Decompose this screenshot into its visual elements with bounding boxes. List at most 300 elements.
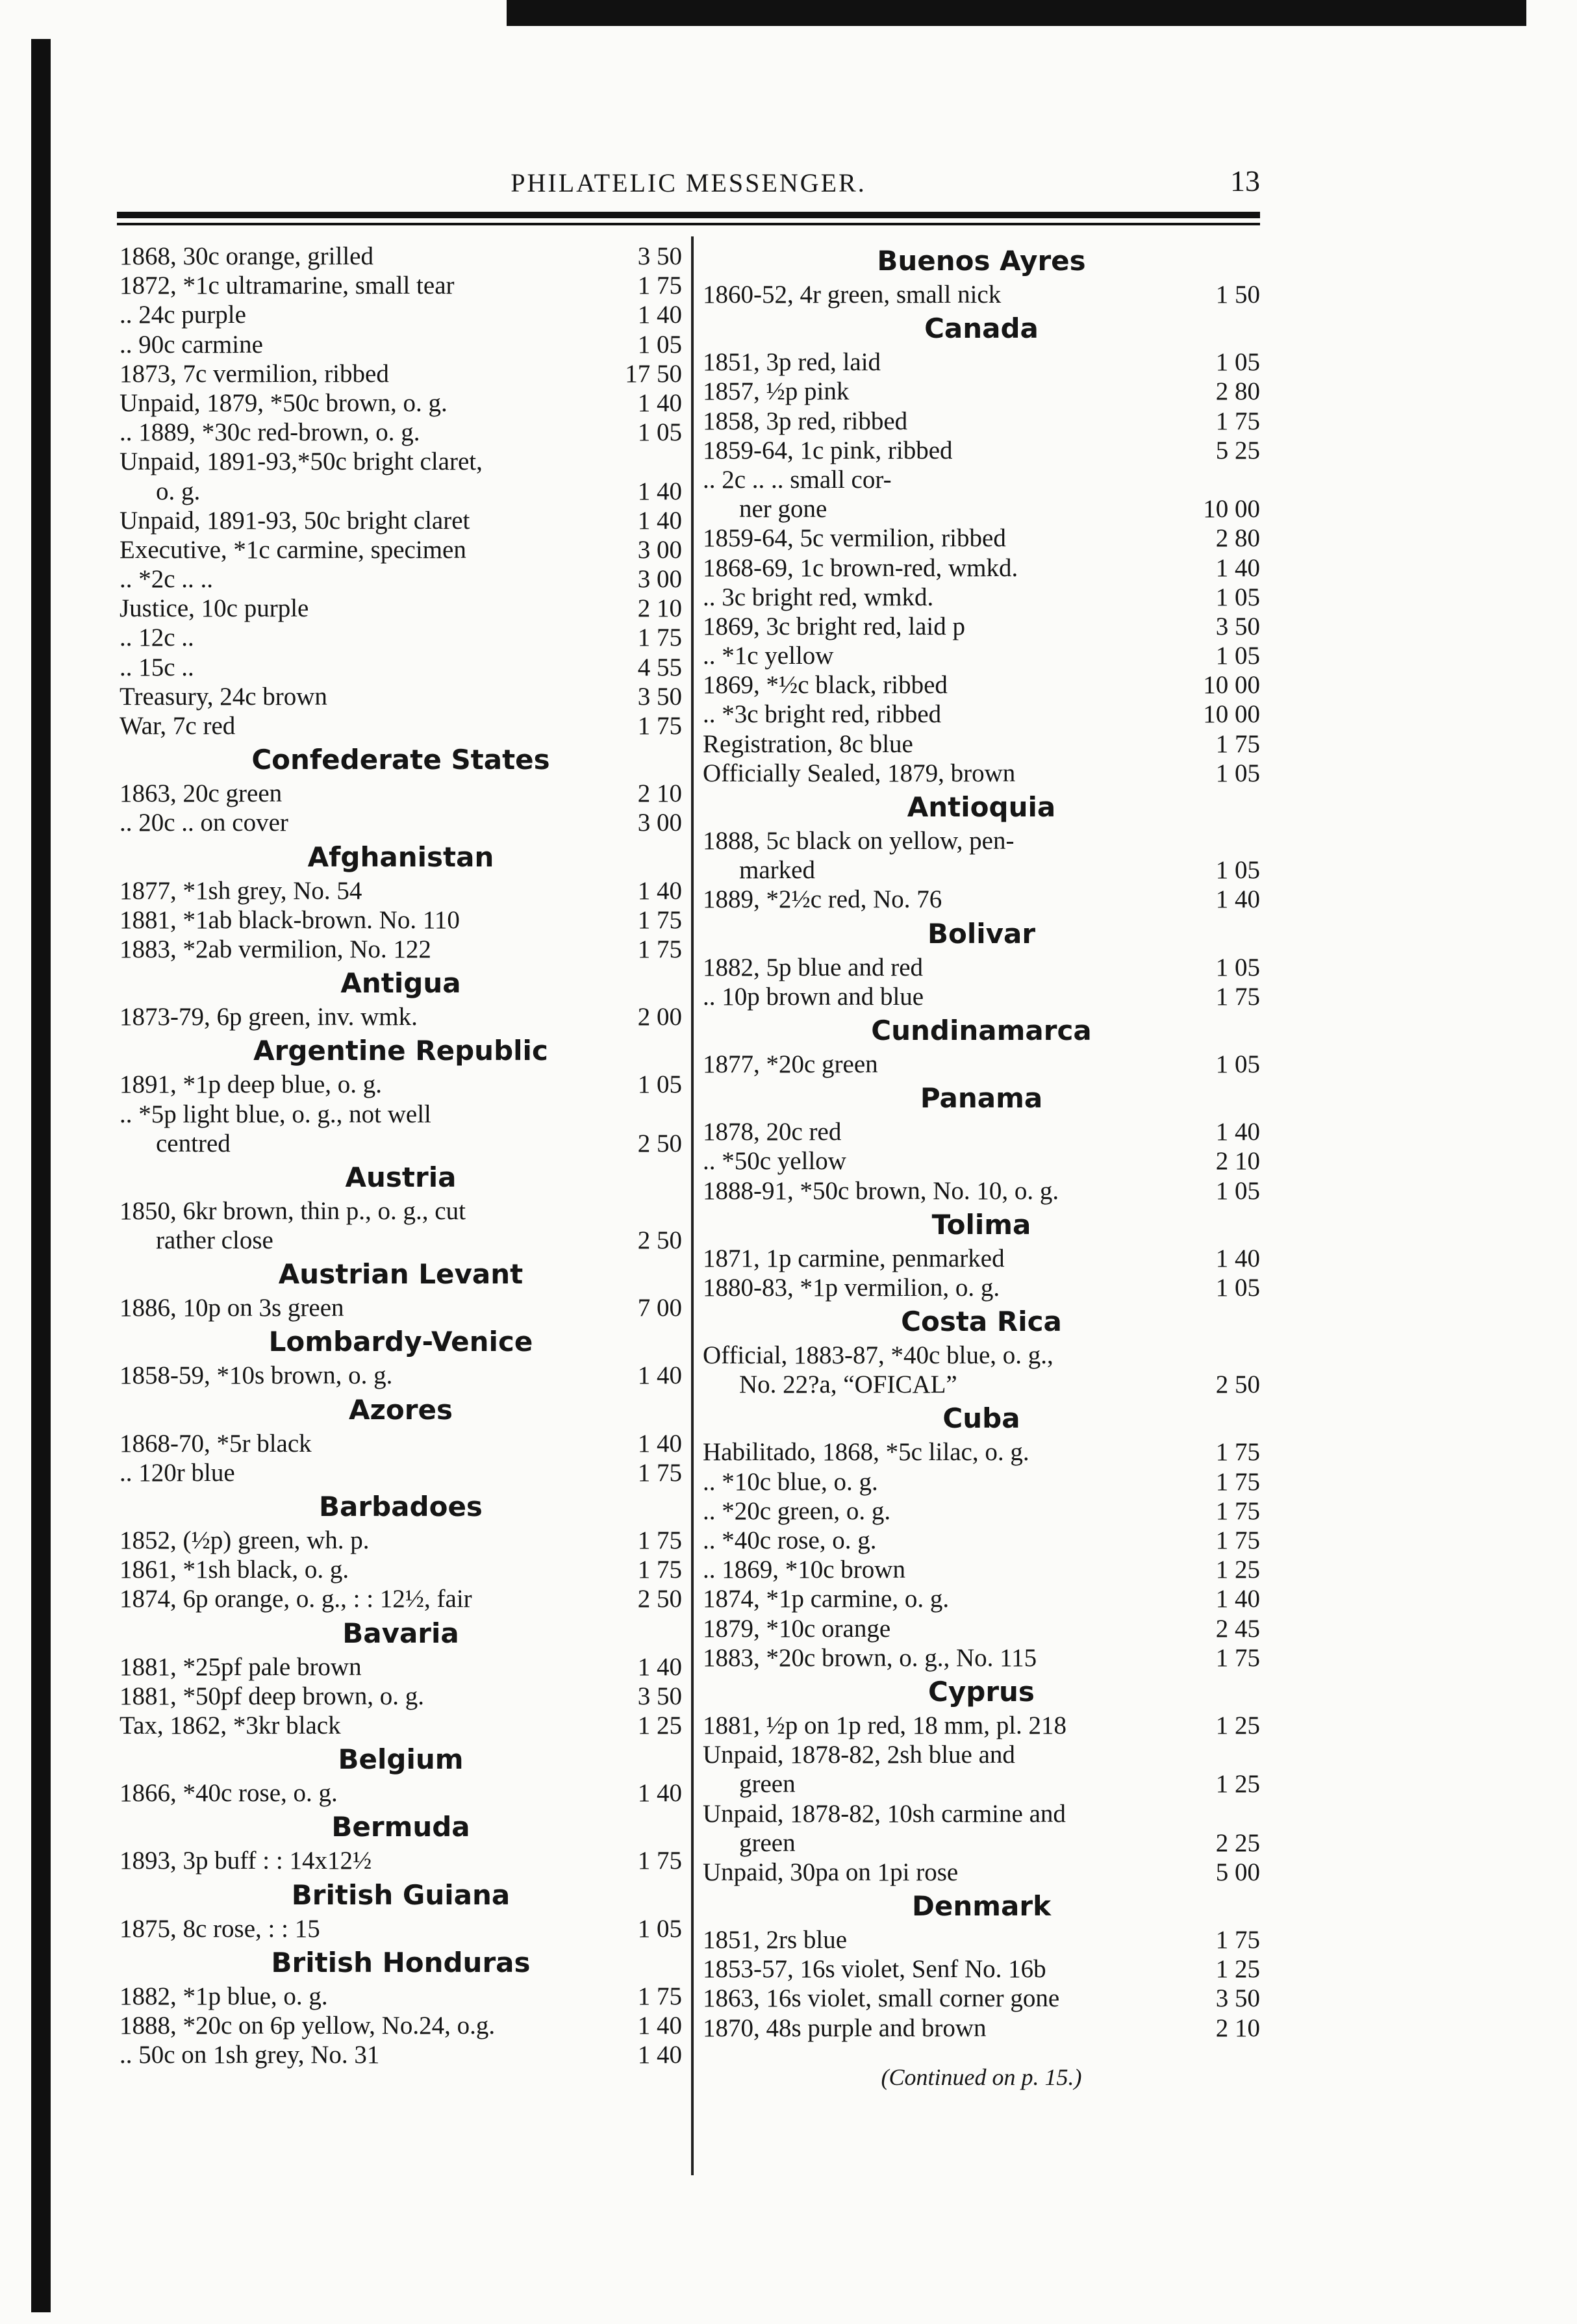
listing-description: rather close xyxy=(156,1226,273,1255)
listing-description: o. g. xyxy=(156,477,201,505)
listing-price: 1 40 xyxy=(1215,1585,1260,1613)
listing-description: .. *1c yellow xyxy=(703,642,834,670)
listing-price: 1 75 xyxy=(637,1847,682,1875)
listing-price: 1 75 xyxy=(637,935,682,963)
listing-description: .. *20c green, o. g. xyxy=(703,1497,891,1525)
section-heading: British Honduras xyxy=(271,1946,531,1978)
listing-description: 1878, 20c red xyxy=(703,1118,842,1146)
listing-row xyxy=(120,935,682,964)
listing-row xyxy=(120,808,682,837)
listing-row xyxy=(703,953,1260,982)
listing-price: 2 00 xyxy=(637,1003,682,1031)
listing-price: 3 00 xyxy=(637,565,682,594)
listing-row xyxy=(703,729,1260,759)
listing-description: 1858-59, *10s brown, o. g. xyxy=(120,1361,393,1390)
listing-price: 1 05 xyxy=(1215,856,1260,885)
listing-description: 1857, ½p pink xyxy=(703,377,850,406)
listing-price: 2 50 xyxy=(637,1226,682,1255)
listing-row xyxy=(120,2011,682,2040)
listing-row xyxy=(703,377,1260,406)
listing-price: 17 50 xyxy=(625,359,682,388)
listing-row xyxy=(120,1458,682,1487)
listing-price: 1 40 xyxy=(637,1361,682,1390)
listing-row xyxy=(703,553,1260,583)
section-heading: Canada xyxy=(924,312,1039,345)
section-heading: Antioquia xyxy=(907,791,1056,823)
listing-price: 1 40 xyxy=(637,301,682,329)
listing-description: Executive, *1c carmine, specimen xyxy=(120,535,466,564)
listing-price: 1 25 xyxy=(637,1711,682,1739)
listing-description: 1877, *1sh grey, No. 54 xyxy=(120,876,362,905)
listing-row xyxy=(703,1497,1260,1526)
listing-price: 1 75 xyxy=(637,905,682,934)
listing-price: 1 05 xyxy=(1215,583,1260,611)
section-heading: Afghanistan xyxy=(307,840,494,873)
listing-price: 1 40 xyxy=(637,1652,682,1681)
listing-row xyxy=(703,1437,1260,1467)
listing-row xyxy=(703,670,1260,700)
listing-row xyxy=(120,506,682,535)
listing-row xyxy=(703,1050,1260,1079)
listing-description: 1883, *2ab vermilion, No. 122 xyxy=(120,935,431,963)
listing-description: 1893, 3p buff : : 14x12½ xyxy=(120,1847,372,1875)
listing-price: 1 05 xyxy=(637,330,682,359)
listing-row xyxy=(703,407,1260,436)
listing-row xyxy=(703,1954,1260,1984)
listing-price: 1 75 xyxy=(637,1526,682,1554)
listing-description: 1873, 7c vermilion, ribbed xyxy=(120,359,389,388)
section-heading: Cundinamarca xyxy=(871,1014,1092,1046)
listing-row xyxy=(703,826,1260,855)
listing-price: 3 50 xyxy=(637,1682,682,1710)
listing-price: 1 05 xyxy=(1215,642,1260,670)
listing-description: .. 90c carmine xyxy=(120,330,263,359)
top-printed-rule xyxy=(507,0,1526,26)
listing-description: 1873-79, 6p green, inv. wmk. xyxy=(120,1003,418,1031)
listing-description: 1881, *1ab black-brown. No. 110 xyxy=(120,905,460,934)
column-divider xyxy=(691,236,694,2175)
listing-description: Unpaid, 1878-82, 10sh carmine and xyxy=(703,1799,1066,1828)
listing-row xyxy=(120,1196,682,1226)
listing-row xyxy=(120,623,682,652)
listing-row xyxy=(703,1858,1260,1887)
continued-note: (Continued on p. 15.) xyxy=(881,2064,1082,2090)
listing-price: 1 05 xyxy=(1215,1273,1260,1302)
listing-row xyxy=(120,1682,682,1711)
listing-price: 4 55 xyxy=(637,653,682,681)
listing-price: 1 40 xyxy=(637,506,682,535)
section-heading: Austrian Levant xyxy=(278,1258,524,1291)
listing-row xyxy=(120,564,682,594)
listing-description: .. 15c .. xyxy=(120,653,194,681)
listing-description: Unpaid, 1879, *50c brown, o. g. xyxy=(120,388,448,417)
listing-row xyxy=(703,465,1260,494)
listing-row xyxy=(703,1925,1260,1954)
listing-price: 2 25 xyxy=(1215,1828,1260,1857)
listing-row xyxy=(120,594,682,623)
listing-description: 1880-83, *1p vermilion, o. g. xyxy=(703,1273,1000,1302)
listing-description: 1874, 6p orange, o. g., : : 12½, fair xyxy=(120,1585,472,1613)
section-heading: Argentine Republic xyxy=(253,1035,548,1067)
listing-row xyxy=(120,1526,682,1555)
listing-row xyxy=(703,759,1260,788)
listing-price: 10 00 xyxy=(1203,700,1260,729)
section-heading: Barbadoes xyxy=(319,1491,483,1522)
listing-price: 1 40 xyxy=(1215,1244,1260,1272)
listing-row xyxy=(120,359,682,388)
page-number: 13 xyxy=(1230,164,1260,197)
listing-price: 1 05 xyxy=(637,1914,682,1943)
listing-price: 1 75 xyxy=(1215,1643,1260,1672)
listing-row xyxy=(703,2014,1260,2043)
listing-price: 3 50 xyxy=(637,682,682,711)
listing-description: marked xyxy=(739,856,815,885)
listing-price: 2 10 xyxy=(637,779,682,808)
listing-price: 2 10 xyxy=(1215,1147,1260,1176)
listing-description: centred xyxy=(156,1129,231,1157)
listing-description: .. *40c rose, o. g. xyxy=(703,1526,877,1554)
listing-row xyxy=(120,1778,682,1808)
left-column xyxy=(120,242,682,2069)
listing-price: 3 00 xyxy=(637,535,682,564)
listing-description: Tax, 1862, *3kr black xyxy=(120,1711,341,1739)
listing-description: 1883, *20c brown, o. g., No. 115 xyxy=(703,1643,1037,1672)
listing-description: 1861, *1sh black, o. g. xyxy=(120,1556,349,1584)
section-heading: Bavaria xyxy=(342,1617,459,1649)
listing-price: 2 45 xyxy=(1215,1614,1260,1643)
listing-row xyxy=(120,1982,682,2011)
listing-price: 1 75 xyxy=(637,712,682,740)
section-heading: Denmark xyxy=(912,1890,1051,1923)
listing-price: 1 05 xyxy=(1215,953,1260,981)
section-heading: Panama xyxy=(920,1082,1043,1115)
listing-price: 1 05 xyxy=(1215,348,1260,377)
listing-description: .. *10c blue, o. g. xyxy=(703,1467,878,1496)
listing-price: 5 25 xyxy=(1215,436,1260,464)
listing-price: 1 75 xyxy=(637,1982,682,2010)
listing-row xyxy=(120,1652,682,1682)
listing-row xyxy=(120,1129,682,1158)
listing-description: green xyxy=(739,1770,796,1799)
listing-description: 1866, *40c rose, o. g. xyxy=(120,1779,338,1808)
listing-row xyxy=(120,1361,682,1390)
listing-description: 1868, 30c orange, grilled xyxy=(120,242,373,270)
section-heading: Cuba xyxy=(942,1402,1020,1435)
section-heading: Buenos Ayres xyxy=(877,245,1086,277)
listing-row xyxy=(703,885,1260,914)
listing-row xyxy=(703,1370,1260,1399)
listing-price: 1 40 xyxy=(637,388,682,417)
listing-price: 1 40 xyxy=(637,1779,682,1808)
listing-row xyxy=(120,1002,682,1031)
listing-description: 1875, 8c rose, : : 15 xyxy=(120,1914,320,1943)
section-heading: Lombardy-Venice xyxy=(268,1326,533,1358)
listing-description: .. 12c .. xyxy=(120,624,194,652)
listing-row xyxy=(120,1100,682,1129)
listing-row xyxy=(703,1176,1260,1206)
listing-row xyxy=(120,1429,682,1458)
listing-price: 1 75 xyxy=(1215,1497,1260,1525)
listing-description: 1870, 48s purple and brown xyxy=(703,2014,987,2042)
listing-price: 1 40 xyxy=(637,876,682,905)
listing-row xyxy=(120,418,682,447)
listing-price: 2 80 xyxy=(1215,524,1260,553)
listing-description: .. 120r blue xyxy=(120,1458,235,1487)
listing-row xyxy=(703,1146,1260,1176)
listing-description: .. 1869, *10c brown xyxy=(703,1556,905,1584)
listing-description: 1858, 3p red, ribbed xyxy=(703,407,908,435)
listing-description: .. *50c yellow xyxy=(703,1147,846,1176)
listing-description: .. 20c .. on cover xyxy=(120,809,288,837)
listing-row xyxy=(120,1846,682,1875)
listing-price: 1 05 xyxy=(1215,1176,1260,1205)
listing-description: 1869, *½c black, ribbed xyxy=(703,671,948,700)
listing-row xyxy=(703,855,1260,885)
listing-row xyxy=(703,1584,1260,1613)
scan-page-edge xyxy=(31,39,51,2312)
listing-row xyxy=(703,494,1260,524)
listing-row xyxy=(703,612,1260,641)
listing-row xyxy=(120,2040,682,2069)
listing-price: 1 75 xyxy=(637,1556,682,1584)
listing-description: 1850, 6kr brown, thin p., o. g., cut xyxy=(120,1196,466,1225)
listing-description: 1863, 20c green xyxy=(120,779,283,808)
listing-price: 3 50 xyxy=(637,242,682,270)
listing-price: 1 75 xyxy=(637,624,682,652)
listing-description: Unpaid, 1891-93,*50c bright claret, xyxy=(120,448,483,476)
listing-row xyxy=(120,330,682,359)
listing-description: 1886, 10p on 3s green xyxy=(120,1294,344,1322)
listing-row xyxy=(120,242,682,271)
listing-description: No. 22?a, “OFICAL” xyxy=(739,1370,957,1399)
listing-row xyxy=(703,1799,1260,1828)
listing-row xyxy=(120,300,682,329)
listing-description: 1860-52, 4r green, small nick xyxy=(703,281,1002,309)
listing-description: Unpaid, 1891-93, 50c bright claret xyxy=(120,506,470,535)
listing-price: 1 40 xyxy=(637,2011,682,2040)
listing-description: .. 3c bright red, wmkd. xyxy=(703,583,934,611)
listing-description: 1881, *50pf deep brown, o. g. xyxy=(120,1682,425,1710)
listing-row xyxy=(703,280,1260,309)
listing-price: 10 00 xyxy=(1203,671,1260,700)
listing-price: 3 50 xyxy=(1215,612,1260,640)
listing-price: 1 40 xyxy=(1215,885,1260,914)
listing-row xyxy=(120,779,682,808)
listing-row xyxy=(703,1769,1260,1799)
listing-description: 1874, *1p carmine, o. g. xyxy=(703,1585,950,1613)
listing-row xyxy=(703,1740,1260,1769)
listing-price: 2 50 xyxy=(637,1129,682,1157)
listing-description: .. 2c .. .. small cor- xyxy=(703,465,892,494)
listing-description: 1851, 2rs blue xyxy=(703,1926,848,1954)
section-heading: Antigua xyxy=(340,967,461,1000)
listing-description: 1882, 5p blue and red xyxy=(703,953,924,981)
listing-description: 1872, *1c ultramarine, small tear xyxy=(120,272,455,300)
listing-price: 2 10 xyxy=(637,594,682,623)
listing-description: 1881, *25pf pale brown xyxy=(120,1652,362,1681)
listing-description: 1888, 5c black on yellow, pen- xyxy=(703,827,1015,855)
listing-price: 1 75 xyxy=(1215,1467,1260,1496)
listing-row xyxy=(703,1341,1260,1370)
listing-price: 1 25 xyxy=(1215,1770,1260,1799)
listing-row xyxy=(703,1711,1260,1740)
listing-description: 1852, (½p) green, wh. p. xyxy=(120,1526,370,1554)
listing-price: 1 40 xyxy=(637,2041,682,2069)
listing-row xyxy=(703,583,1260,612)
listing-description: .. *3c bright red, ribbed xyxy=(703,700,942,729)
listing-description: 1882, *1p blue, o. g. xyxy=(120,1982,328,2010)
listing-description: Justice, 10c purple xyxy=(120,594,309,623)
listing-description: .. 10p brown and blue xyxy=(703,982,924,1011)
listing-row xyxy=(703,347,1260,377)
listing-price: 1 25 xyxy=(1215,1556,1260,1584)
listing-description: ner gone xyxy=(739,495,827,524)
listing-price: 1 40 xyxy=(637,477,682,505)
listing-row xyxy=(120,905,682,935)
listing-price: 2 50 xyxy=(637,1585,682,1613)
listing-price: 7 00 xyxy=(637,1294,682,1322)
listing-description: 1869, 3c bright red, laid p xyxy=(703,612,965,640)
listing-description: Habilitado, 1868, *5c lilac, o. g. xyxy=(703,1438,1029,1467)
listing-description: 1888, *20c on 6p yellow, No.24, o.g. xyxy=(120,2011,496,2040)
listing-description: .. *2c .. .. xyxy=(120,565,214,594)
listing-price: 1 75 xyxy=(1215,1926,1260,1954)
listing-description: .. 24c purple xyxy=(120,301,246,329)
listing-price: 2 50 xyxy=(1215,1370,1260,1399)
listing-price: 1 75 xyxy=(1215,1438,1260,1467)
listing-price: 2 80 xyxy=(1215,377,1260,406)
running-head xyxy=(117,164,1260,203)
listing-row xyxy=(120,1584,682,1613)
listing-price: 10 00 xyxy=(1203,495,1260,524)
section-heading: Azores xyxy=(348,1393,453,1426)
listing-row xyxy=(120,477,682,506)
listing-price: 3 00 xyxy=(637,809,682,837)
listing-price: 1 75 xyxy=(1215,407,1260,435)
listing-description: Officially Sealed, 1879, brown xyxy=(703,759,1016,787)
listing-description: 1889, *2½c red, No. 76 xyxy=(703,885,942,914)
listing-row xyxy=(120,1293,682,1322)
running-title: PHILATELIC MESSENGER. xyxy=(511,168,866,197)
listing-row xyxy=(120,388,682,418)
listing-description: 1853-57, 16s violet, Senf No. 16b xyxy=(703,1955,1046,1984)
section-heading: Cyprus xyxy=(928,1675,1035,1708)
listing-price: 5 00 xyxy=(1215,1858,1260,1886)
listing-row xyxy=(703,641,1260,670)
listing-row xyxy=(120,1711,682,1740)
listing-row xyxy=(120,711,682,740)
listing-row xyxy=(120,653,682,682)
listing-description: 1871, 1p carmine, penmarked xyxy=(703,1244,1005,1272)
listing-price: 3 50 xyxy=(1215,1984,1260,2013)
listing-price: 1 40 xyxy=(637,1429,682,1458)
listing-row xyxy=(120,1914,682,1943)
listing-price: 1 25 xyxy=(1215,1711,1260,1739)
listing-row xyxy=(120,447,682,476)
section-heading: Costa Rica xyxy=(901,1306,1062,1338)
section-heading: Bolivar xyxy=(927,917,1036,950)
listing-price: 1 50 xyxy=(1215,281,1260,309)
listing-row xyxy=(120,1070,682,1099)
listing-row xyxy=(703,1614,1260,1643)
listing-row xyxy=(120,682,682,711)
listing-description: Treasury, 24c brown xyxy=(120,682,327,711)
listing-row xyxy=(703,1244,1260,1273)
listing-description: 1891, *1p deep blue, o. g. xyxy=(120,1070,383,1099)
listing-description: 1879, *10c orange xyxy=(703,1614,891,1643)
listing-row xyxy=(703,1526,1260,1555)
listing-description: 1863, 16s violet, small corner gone xyxy=(703,1984,1060,2013)
listing-description: 1868-70, *5r black xyxy=(120,1429,312,1458)
section-heading: Confederate States xyxy=(251,744,550,776)
listing-description: Unpaid, 1878-82, 2sh blue and xyxy=(703,1741,1015,1769)
listing-description: green xyxy=(739,1828,796,1857)
listing-price: 1 05 xyxy=(1215,759,1260,787)
listing-description: 1859-64, 5c vermilion, ribbed xyxy=(703,524,1006,553)
section-heading: British Guiana xyxy=(291,1878,511,1911)
header-rule-thin xyxy=(117,223,1260,225)
listing-description: .. 50c on 1sh grey, No. 31 xyxy=(120,2041,380,2069)
listing-row xyxy=(703,1828,1260,1858)
listing-description: .. *5p light blue, o. g., not well xyxy=(120,1100,431,1128)
listing-row xyxy=(703,1643,1260,1673)
listing-row xyxy=(703,1273,1260,1302)
section-heading: Tolima xyxy=(931,1208,1031,1241)
listing-description: Unpaid, 30pa on 1pi rose xyxy=(703,1858,959,1886)
listing-price: 1 40 xyxy=(1215,553,1260,582)
section-heading: Austria xyxy=(345,1161,457,1193)
listing-description: 1877, *20c green xyxy=(703,1050,878,1078)
listing-price: 1 40 xyxy=(1215,1118,1260,1146)
listing-description: 1881, ½p on 1p red, 18 mm, pl. 218 xyxy=(703,1711,1067,1739)
listing-row xyxy=(120,1226,682,1255)
listing-row xyxy=(120,876,682,905)
listing-row xyxy=(703,1555,1260,1584)
listing-price: 1 05 xyxy=(637,418,682,447)
listing-description: Official, 1883-87, *40c blue, o. g., xyxy=(703,1341,1053,1370)
listing-row xyxy=(120,535,682,564)
listing-description: 1888-91, *50c brown, No. 10, o. g. xyxy=(703,1176,1059,1205)
header-rule-thick xyxy=(117,212,1260,218)
listing-description: 1859-64, 1c pink, ribbed xyxy=(703,436,953,464)
listing-price: 1 75 xyxy=(1215,729,1260,758)
right-column xyxy=(703,242,1260,2100)
listing-description: 1868-69, 1c brown-red, wmkd. xyxy=(703,553,1018,582)
listing-row xyxy=(703,700,1260,729)
listing-row xyxy=(703,982,1260,1011)
listing-row xyxy=(703,1467,1260,1497)
listing-price: 2 10 xyxy=(1215,2014,1260,2042)
section-heading: Belgium xyxy=(338,1743,464,1776)
listing-row xyxy=(703,1117,1260,1146)
listing-row xyxy=(703,436,1260,465)
listing-row xyxy=(703,1984,1260,2013)
listing-description: 1851, 3p red, laid xyxy=(703,348,881,377)
listing-price: 1 75 xyxy=(637,1458,682,1487)
listing-row xyxy=(120,1555,682,1584)
listing-row xyxy=(120,271,682,300)
listing-price: 1 25 xyxy=(1215,1955,1260,1984)
listing-price: 1 75 xyxy=(637,272,682,300)
listing-price: 1 75 xyxy=(1215,1526,1260,1554)
listing-description: .. 1889, *30c red-brown, o. g. xyxy=(120,418,420,447)
section-heading: Bermuda xyxy=(331,1811,470,1843)
listing-description: Registration, 8c blue xyxy=(703,729,913,758)
listing-row xyxy=(703,524,1260,553)
listing-description: War, 7c red xyxy=(120,712,236,740)
listing-price: 1 75 xyxy=(1215,982,1260,1011)
listing-price: 1 05 xyxy=(637,1070,682,1099)
